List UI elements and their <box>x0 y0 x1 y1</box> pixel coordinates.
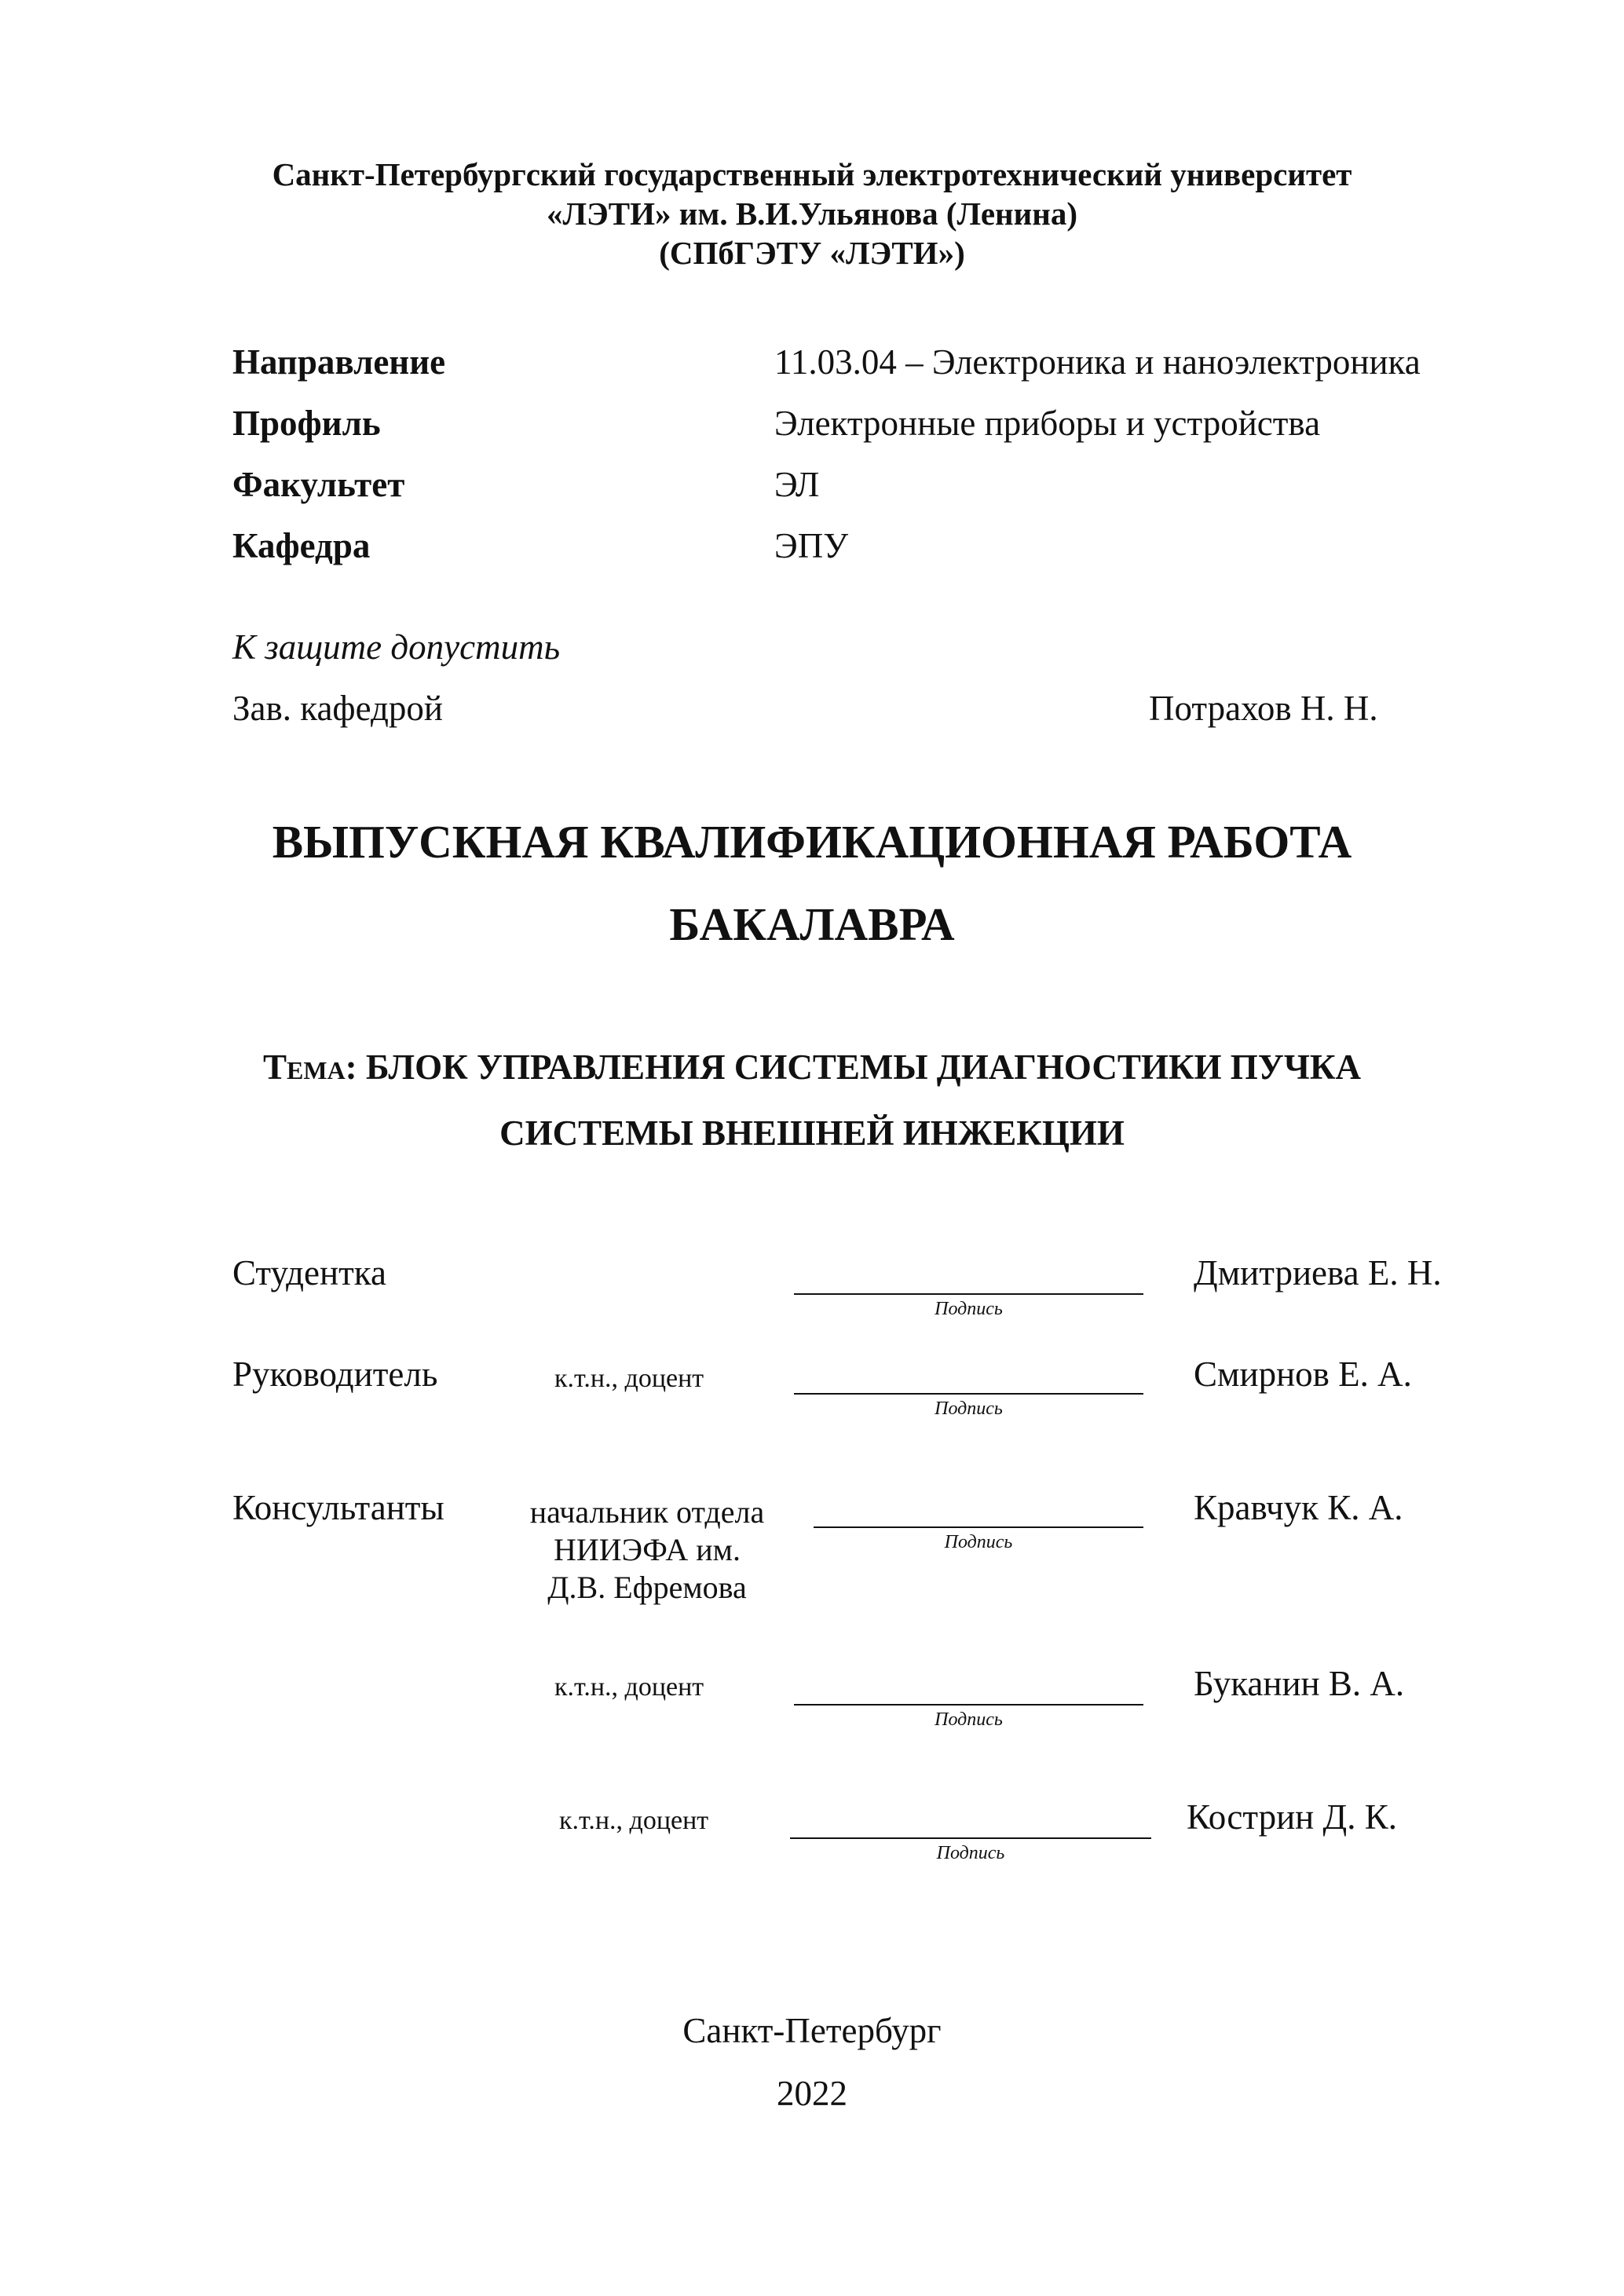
signature-line[interactable] <box>790 1837 1151 1839</box>
signature-caption: Подпись <box>935 1299 1003 1319</box>
topic-line-1 <box>0 1047 1624 1087</box>
position-line: начальник отдела <box>529 1494 765 1530</box>
signature-line[interactable] <box>794 1704 1143 1706</box>
position-line: НИИЭФА им. <box>554 1532 741 1567</box>
signature-caption: Подпись <box>944 1532 1013 1552</box>
university-short-name: «ЛЭТИ» им. В.И.Ульянова (Ленина) <box>546 196 1078 232</box>
signatory-role-consultants: Консультанты <box>232 1488 444 1527</box>
signatory-position-consultant-2: к.т.н., доцент <box>554 1673 704 1702</box>
info-value-department: ЭПУ <box>774 526 849 565</box>
info-value-profile: Электронные приборы и устройства <box>774 404 1321 443</box>
signature-caption: Подпись <box>935 1709 1003 1730</box>
signatory-name-consultant-3: Кострин Д. К. <box>1187 1797 1397 1837</box>
info-value-direction: 11.03.04 – Электроника и наноэлектроника <box>774 342 1421 382</box>
approval-note: К защите допустить <box>232 627 561 667</box>
info-label-faculty: Факультет <box>232 465 405 504</box>
signatory-role-student: Студентка <box>232 1253 386 1292</box>
document-title: ВЫПУСКНАЯ КВАЛИФИКАЦИОННАЯ РАБОТА <box>272 816 1352 868</box>
footer-year: 2022 <box>777 2074 847 2113</box>
signatory-name-consultant-1: Кравчук К. А. <box>1194 1488 1403 1527</box>
university-abbreviation: (СПбГЭТУ «ЛЭТИ») <box>659 235 965 271</box>
footer-city: Санкт-Петербург <box>682 2011 942 2050</box>
position-line: Д.В. Ефремова <box>547 1570 747 1605</box>
signatory-name-supervisor: Смирнов Е. А. <box>1194 1355 1412 1394</box>
signature-line[interactable] <box>814 1526 1143 1528</box>
signatory-role-supervisor: Руководитель <box>232 1355 438 1394</box>
signatory-position-consultant-3: к.т.н., доцент <box>559 1806 709 1835</box>
university-name: Санкт-Петербургский государственный электротехнический университет <box>272 156 1352 192</box>
topic-label: Тема: <box>263 1047 357 1087</box>
signatory-name-student: Дмитриева Е. Н. <box>1194 1253 1442 1292</box>
info-value-faculty: ЭЛ <box>774 465 820 504</box>
info-label-department: Кафедра <box>232 526 371 565</box>
info-label-profile: Профиль <box>232 404 381 443</box>
document-title-degree: БАКАЛАВРА <box>669 898 955 950</box>
info-label-direction: Направление <box>232 342 446 382</box>
topic-line-2: СИСТЕМЫ ВНЕШНЕЙ ИНЖЕКЦИИ <box>499 1113 1125 1153</box>
signatory-position-supervisor: к.т.н., доцент <box>554 1364 704 1393</box>
signatory-position-consultant-1 <box>523 1493 771 1607</box>
approval-name: Потрахов Н. Н. <box>1149 689 1378 728</box>
signature-caption: Подпись <box>935 1398 1003 1419</box>
topic-text-1: БЛОК УПРАВЛЕНИЯ СИСТЕМЫ ДИАГНОСТИКИ ПУЧКА <box>365 1047 1361 1087</box>
signature-caption: Подпись <box>936 1843 1005 1863</box>
approval-role: Зав. кафедрой <box>232 689 443 728</box>
signature-line[interactable] <box>794 1393 1143 1395</box>
signatory-name-consultant-2: Буканин В. А. <box>1194 1664 1405 1703</box>
signature-line[interactable] <box>794 1293 1143 1295</box>
